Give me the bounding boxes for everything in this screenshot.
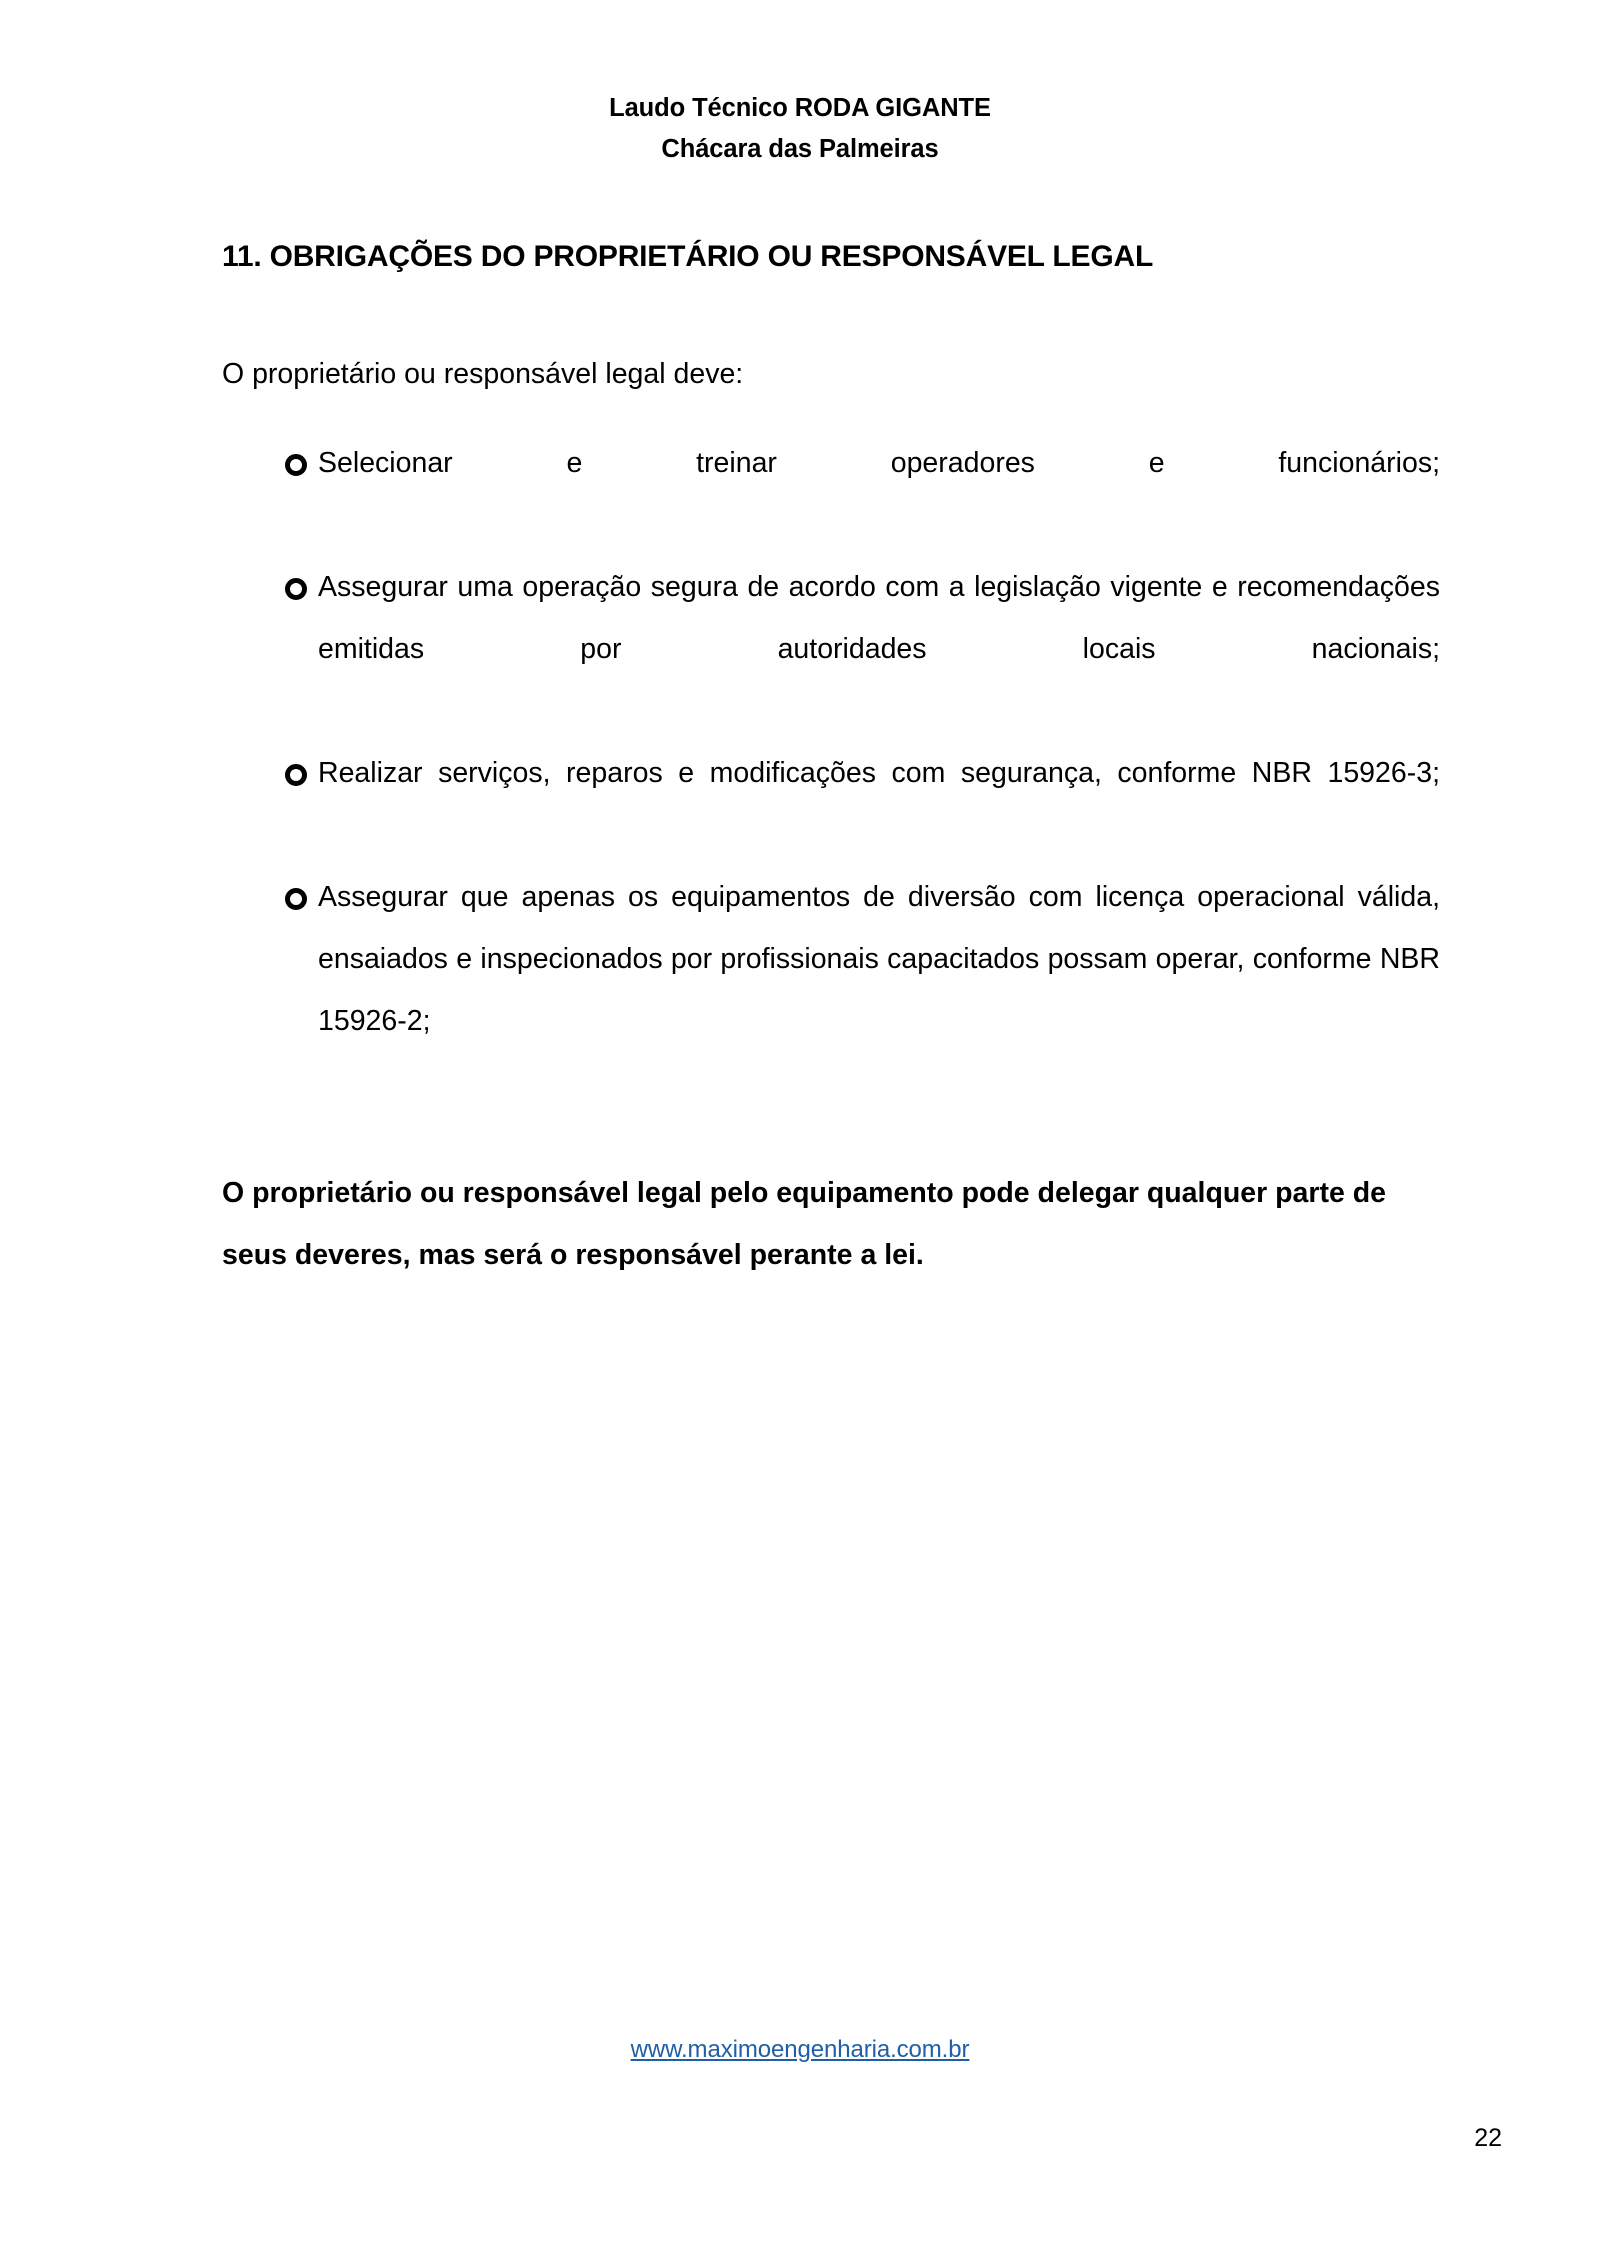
- list-item-text: Realizar serviços, reparos e modificações com segurança, conforme NBR 15926-3;: [318, 757, 1440, 789]
- list-item-text: Assegurar uma operação segura de acordo com a legislação vigente e recomendações emitidas por autoridades locais nacionais;: [318, 571, 1440, 665]
- header-title-line-1: Laudo Técnico RODA GIGANTE: [609, 94, 991, 122]
- document-body: [222, 343, 1440, 1286]
- closing-paragraph: O proprietário ou responsável legal pelo equipamento pode delegar qualquer parte de seus deveres, mas será o responsável perante a lei.: [222, 1177, 1386, 1271]
- open-circle-bullet-icon: [285, 556, 307, 618]
- list-item: [222, 432, 1440, 556]
- section-heading: 11. OBRIGAÇÕES DO PROPRIETÁRIO OU RESPONSÁVEL LEGAL: [222, 240, 1154, 274]
- obligations-list: [222, 432, 1440, 1114]
- header-subtitle-line-2: Chácara das Palmeiras: [661, 135, 939, 163]
- lead-paragraph: O proprietário ou responsável legal deve:: [222, 358, 744, 390]
- list-item: [222, 742, 1440, 866]
- document-header: [0, 88, 1600, 170]
- document-footer: [0, 2036, 1600, 2064]
- open-circle-bullet-icon: [285, 742, 307, 804]
- website-link[interactable]: www.maximoengenharia.com.br: [630, 2036, 970, 2063]
- list-item: [222, 556, 1440, 742]
- list-item: [222, 866, 1440, 1114]
- list-item-text: Selecionar e treinar operadores e funcionários;: [318, 447, 1440, 479]
- page-number: 22: [1474, 2124, 1502, 2152]
- open-circle-bullet-icon: [285, 866, 307, 928]
- open-circle-bullet-icon: [285, 432, 307, 494]
- list-item-text: Assegurar que apenas os equipamentos de diversão com licença operacional válida, ensaiados e inspecionados por profissionais capacitados possam operar, conforme NBR 15926-2;: [318, 881, 1440, 1037]
